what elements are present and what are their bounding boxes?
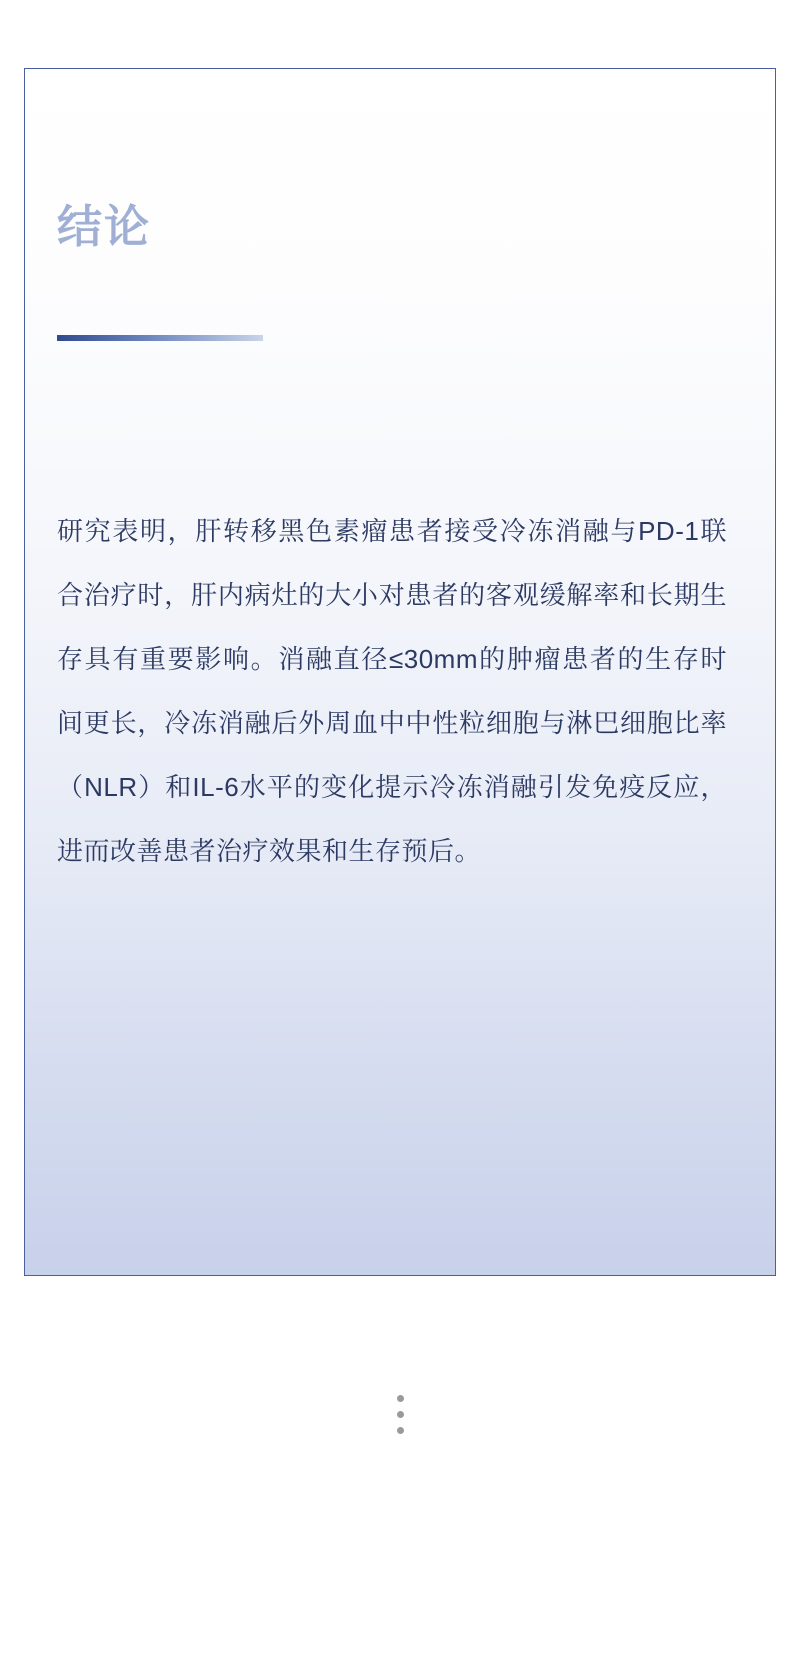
card-inner (25, 69, 775, 1275)
page-title: 结论 (57, 201, 152, 252)
page-indicator-dots (0, 1395, 800, 1434)
conclusion-card (24, 68, 776, 1276)
dot-3 (397, 1427, 404, 1434)
dot-1 (397, 1395, 404, 1402)
conclusion-paragraph: 研究表明，肝转移黑色素瘤患者接受冷冻消融与PD-1联合治疗时，肝内病灶的大小对患者的客观缓解率和长期生存具有重要影响。消融直径≤30mm的肿瘤患者的生存时间更长，冷冻消融后外周血中中性粒细胞与淋巴细胞比率（NLR）和IL-6水平的变化提示冷冻消融引发免疫反应，进而改善患者治疗效果和生存预后。 (57, 516, 727, 866)
dot-2 (397, 1411, 404, 1418)
title-underline-rule (57, 335, 263, 341)
